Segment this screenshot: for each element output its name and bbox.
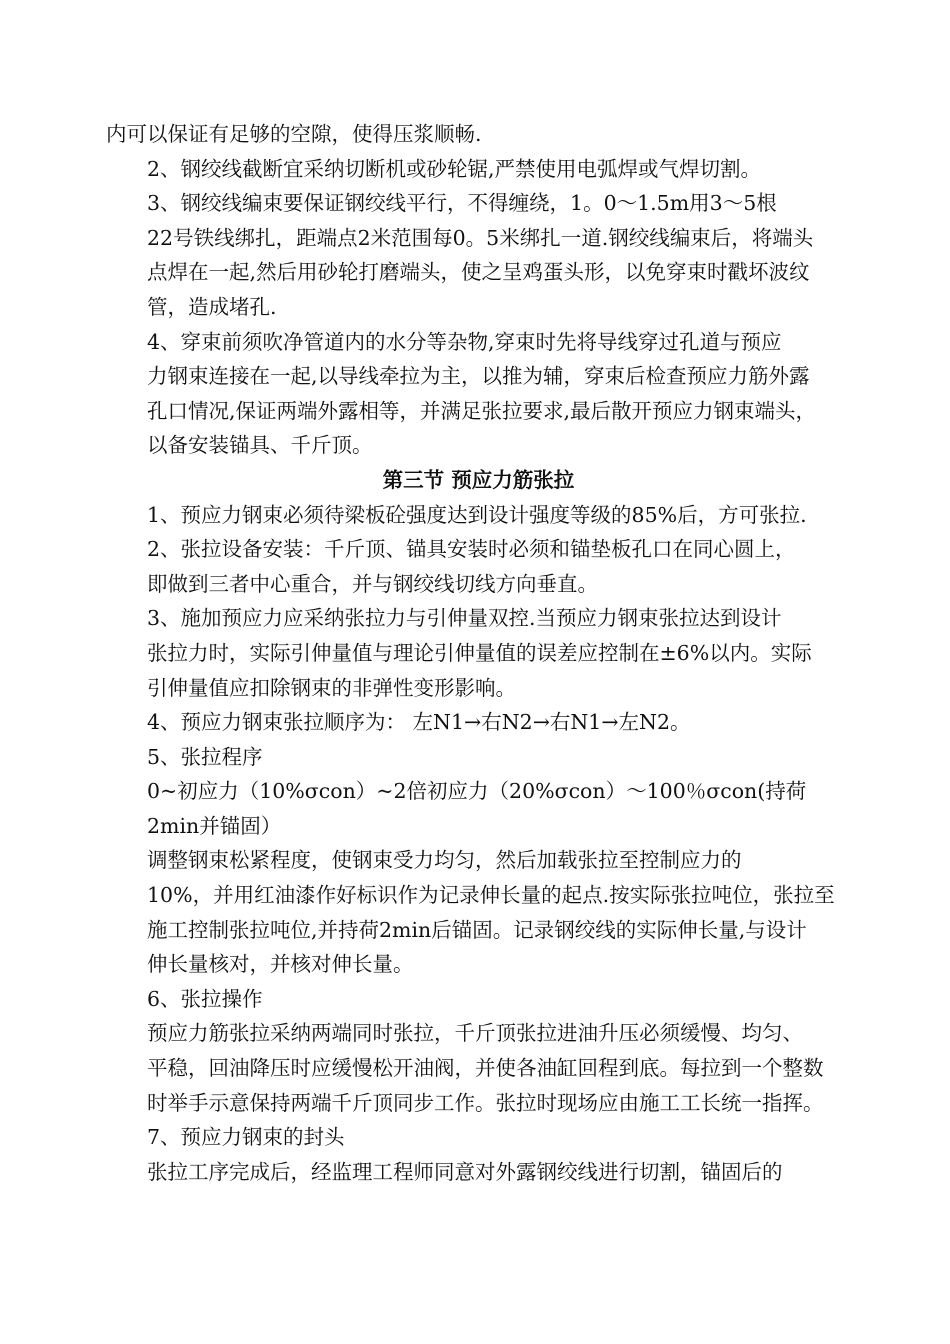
- text-line: 引伸量值应扣除钢束的非弹性变形影响。: [147, 675, 516, 700]
- paragraph: [106, 532, 851, 601]
- text-line: 以备安装锚具、千斤顶。: [147, 433, 373, 458]
- text-line: 即做到三者中心重合，并与钢绞线切线方向垂直。: [147, 571, 598, 596]
- text-line: 1、预应力钢束必须待梁板砼强度达到设计强度等级的85%后，方可张拉.: [147, 502, 807, 527]
- text-line: 施工控制张拉吨位,并持荷2min后锚固。记录钢绞线的实际伸长量,与设计: [147, 917, 807, 942]
- text-line: 4、预应力钢束张拉顺序为： 左N1→右N2→右N1→左N2。: [147, 710, 691, 735]
- text-line: 平稳，回油降压时应缓慢松开油阀，并使各油缸回程到底。每拉到一个整数: [147, 1056, 824, 1081]
- text-line: 预应力筋张拉采纳两端同时张拉，千斤顶张拉进油升压必须缓慢、均匀、: [147, 1021, 803, 1046]
- paragraph: [106, 774, 851, 843]
- document-body: [106, 117, 851, 1189]
- paragraph: [106, 186, 851, 324]
- paragraph: [106, 117, 851, 152]
- text-line: 调整钢束松紧程度，使钢束受力均匀，然后加载张拉至控制应力的: [147, 848, 742, 873]
- text-line: 力钢束连接在一起,以导线牵拉为主，以推为辅，穿束后检查预应力筋外露: [147, 364, 810, 389]
- paragraph: [106, 1120, 851, 1155]
- text-line: 0~初应力（10%σcon）~2倍初应力（20%σcon）～100％σcon(持荷: [147, 779, 807, 804]
- text-line: 内可以保证有足够的空隙，使得压浆顺畅.: [106, 122, 482, 146]
- text-line: 5、张拉程序: [147, 744, 263, 769]
- text-line: 点焊在一起,然后用砂轮打磨端头，使之呈鸡蛋头形，以免穿束时戳坏波纹: [147, 260, 810, 285]
- paragraph: [106, 843, 851, 981]
- section-heading: [106, 463, 851, 498]
- text-line: 2min并锚固）: [147, 813, 282, 838]
- text-line: 3、施加预应力应采纳张拉力与引伸量双控.当预应力钢束张拉达到设计: [147, 606, 782, 631]
- paragraph: [106, 498, 851, 533]
- text-line: 张拉力时，实际引伸量值与理论引伸量值的误差应控制在±6%以内。实际: [147, 640, 812, 665]
- text-line: 10%，并用红油漆作好标识作为记录伸长量的起点.按实际张拉吨位，张拉至: [147, 883, 835, 908]
- paragraph: [106, 1016, 851, 1120]
- text-line: 6、张拉操作: [147, 986, 263, 1011]
- text-line: 管，造成堵孔.: [147, 294, 277, 319]
- text-line: 2、钢绞线截断宜采纳切断机或砂轮锯,严禁使用电弧焊或气焊切割。: [147, 156, 762, 181]
- paragraph: [106, 601, 851, 705]
- paragraph: [106, 982, 851, 1017]
- paragraph: [106, 152, 851, 187]
- paragraph: [106, 705, 851, 740]
- text-line: 伸长量核对，并核对伸长量。: [147, 952, 414, 977]
- text-line: 孔口情况,保证两端外露相等，并满足张拉要求,最后散开预应力钢束端头，: [147, 398, 817, 423]
- text-line: 3、钢绞线编束要保证钢绞线平行，不得缠绕，1。0～1.5m用3～5根: [147, 191, 777, 216]
- text-line: 张拉工序完成后，经监理工程师同意对外露钢绞线进行切割，锚固后的: [147, 1159, 783, 1184]
- text-line: 7、预应力钢束的封头: [147, 1125, 345, 1150]
- text-line: 22号铁线绑扎，距端点2米范围每0。5米绑扎一道.钢绞线编束后，将端头: [147, 225, 814, 250]
- text-line: 第三节 预应力筋张拉: [382, 467, 575, 492]
- text-line: 时举手示意保持两端千斤顶同步工作。张拉时现场应由施工工长统一指挥。: [147, 1090, 824, 1115]
- text-line: 4、穿束前须吹净管道内的水分等杂物,穿束时先将导线穿过孔道与预应: [147, 329, 782, 354]
- paragraph: [106, 1155, 851, 1190]
- text-line: 2、张拉设备安装：千斤顶、锚具安装时必须和锚垫板孔口在同心圆上，: [147, 537, 796, 562]
- paragraph: [106, 740, 851, 775]
- paragraph: [106, 325, 851, 463]
